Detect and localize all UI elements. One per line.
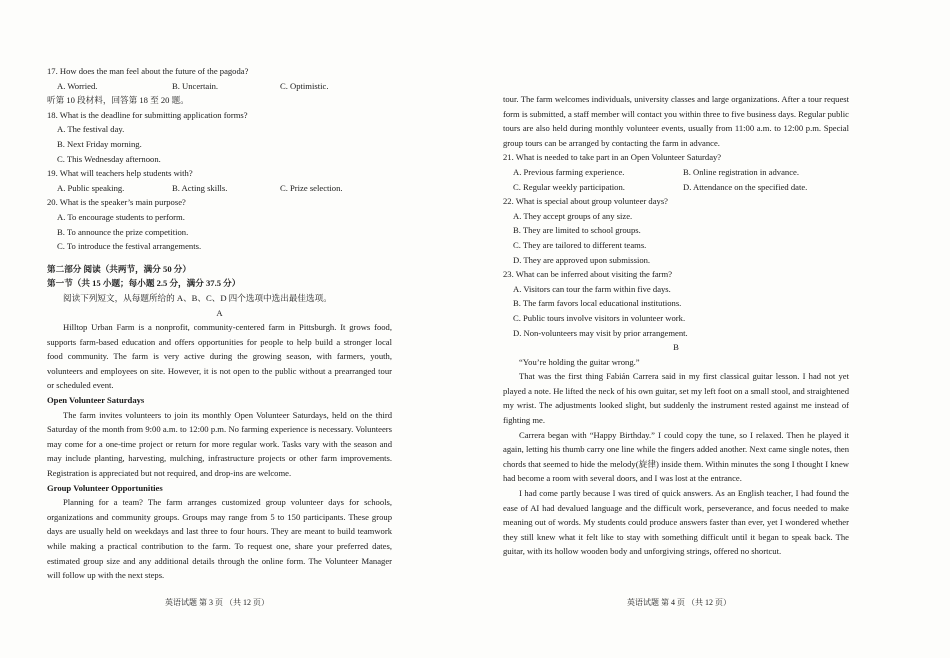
options-21-ab	[503, 165, 849, 180]
passage-b-paragraph-3: Carrera began with “Happy Birthday.” I could copy the tune, so I relaxed. Then he played it again, letting his thumb carry one line while the fingers added another. Next came single notes, then chords that seemed to hide the melody(旋律) inside them. Within minutes the song I thought I knew had become a room with several doors, and I was lost at the entrance.	[503, 429, 849, 484]
passage-a-paragraph-2: The farm invites volunteers to join its monthly Open Volunteer Saturdays, held on the third Saturday of the month from 9:00 a.m. to 12:00 p.m. No farming experience is necessary. Volunteers may come for a one-time project or return for more regular work. Tasks vary with the season and may include planting, harvesting, mulching, infrastructure projects or other farm improvements. Registration is appreciated but not required, and drop-ins are welcome.	[47, 409, 392, 479]
option-17c: C. Optimistic.	[280, 80, 329, 91]
passage-b-paragraph-1: “You’re holding the guitar wrong.”	[519, 356, 640, 367]
page-left	[47, 0, 392, 583]
page-footer-left: 英语试题 第 3 页 （共 12 页）	[165, 598, 269, 607]
section1-instruction: 阅读下列短文，从每题所给的 A、B、C、D 四个选项中选出最佳选项。	[63, 292, 332, 303]
option-23b: B. The farm favors local educational institutions.	[513, 298, 682, 309]
option-20c: C. To introduce the festival arrangements.	[57, 241, 202, 252]
option-18b: B. Next Friday morning.	[57, 138, 142, 149]
option-18a: A. The festival day.	[57, 124, 125, 135]
option-20a: A. To encourage students to perform.	[57, 211, 185, 222]
question-19: 19. What will teachers help students with?	[47, 168, 193, 179]
part2-title: 第二部分 阅读（共两节，满分 50 分）	[47, 263, 191, 274]
option-17a: A. Worried.	[57, 80, 98, 91]
option-21c: C. Regular weekly participation.	[513, 181, 625, 192]
option-22a: A. They accept groups of any size.	[513, 210, 633, 221]
options-21-cd	[503, 180, 849, 195]
passage-a-paragraph-3: Planning for a team? The farm arranges customized group volunteer days for schools, organizations and community groups. Groups may range from 5 to 150 participants. These group days are usually held on weekdays and last three to four hours. They are meant to build teamwork while making a practical contribution to the farm. To request one, share your preferred dates, estimated group size and any additional details through the online form. The Volunteer Manager will follow up with the next steps.	[47, 497, 392, 581]
passage-a-label: A	[216, 307, 223, 318]
options-17	[47, 79, 392, 94]
option-22d: D. They are approved upon submission.	[513, 254, 651, 265]
option-19b: B. Acting skills.	[172, 182, 228, 193]
option-20b: B. To announce the prize competition.	[57, 226, 189, 237]
question-21: 21. What is needed to take part in an Open Volunteer Saturday?	[503, 152, 722, 163]
passage-b-paragraph-2: That was the first thing Fabián Carrera said in my first classical guitar lesson. I had not yet played a note. He lifted the neck of his own guitar, set my left foot on a small stool, and straightened my wrist. The adjustments looked slight, but suddenly the instrument rested against me instead of fighting me.	[503, 371, 849, 426]
option-18c: C. This Wednesday afternoon.	[57, 153, 161, 164]
page-right	[503, 0, 849, 559]
question-20: 20. What is the speaker’s main purpose?	[47, 197, 186, 208]
option-19c: C. Prize selection.	[280, 182, 343, 193]
question-18: 18. What is the deadline for submitting application forms?	[47, 109, 248, 120]
passage-b-label: B	[673, 342, 679, 353]
option-23d: D. Non-volunteers may visit by prior arrangement.	[513, 327, 688, 338]
option-21a: A. Previous farming experience.	[513, 166, 625, 177]
option-22c: C. They are tailored to different teams.	[513, 239, 647, 250]
option-23c: C. Public tours involve visitors in volunteer work.	[513, 312, 686, 323]
section1-title: 第一节（共 15 小题；每小题 2.5 分，满分 37.5 分）	[47, 278, 241, 289]
question-22: 22. What is special about group volunteer days?	[503, 196, 668, 207]
passage-a-paragraph-1: Hilltop Urban Farm is a nonprofit, community-centered farm in Pittsburgh. It grows food, supports farm-based education and offers opportunities for people to help build a stronger local food community. The farm is very active during the growing season, with farmers, youth, volunteers and employees on site. However, it is not open to the public without a prearranged tour or scheduled event.	[47, 322, 392, 391]
heading-open-volunteer-saturdays: Open Volunteer Saturdays	[47, 395, 145, 406]
question-23: 23. What can be inferred about visiting the farm?	[503, 269, 673, 280]
option-17b: B. Uncertain.	[172, 80, 219, 91]
option-21b: B. Online registration in advance.	[683, 166, 799, 177]
option-23a: A. Visitors can tour the farm within five days.	[513, 283, 671, 294]
options-19	[47, 181, 392, 196]
listening-instruction: 听第 10 段材料，回答第 18 至 20 题。	[47, 95, 189, 106]
passage-a-paragraph-4: tour. The farm welcomes individuals, university classes and large organizations. After a tour request form is submitted, a staff member will contact you within three to five business days. Regular public tours are also held during monthly volunteer events, usually from 11:00 a.m. to 12:00 p.m. Special group tours can be arranged by contacting the farm in advance.	[503, 94, 849, 148]
option-19a: A. Public speaking.	[57, 182, 125, 193]
page-footer-right: 英语试题 第 4 页 （共 12 页）	[627, 598, 731, 607]
option-22b: B. They are limited to school groups.	[513, 225, 641, 236]
passage-b-paragraph-4: I had come partly because I was tired of quick answers. As an English teacher, I had found the ease of AI had devalued language and the difficult work, perseverance, and focus needed to make meaning out of words. My students could produce answers faster than ever, yet I wondered whether they still knew what it felt like to stay with something difficult until it began to speak back. The guitar, with its hollow wooden body and unforgiving strings, offered no shortcut.	[503, 488, 849, 557]
option-21d: D. Attendance on the specified date.	[683, 181, 808, 192]
heading-group-volunteer-opportunities: Group Volunteer Opportunities	[47, 482, 163, 493]
question-17: 17. How does the man feel about the future of the pagoda?	[47, 66, 249, 76]
